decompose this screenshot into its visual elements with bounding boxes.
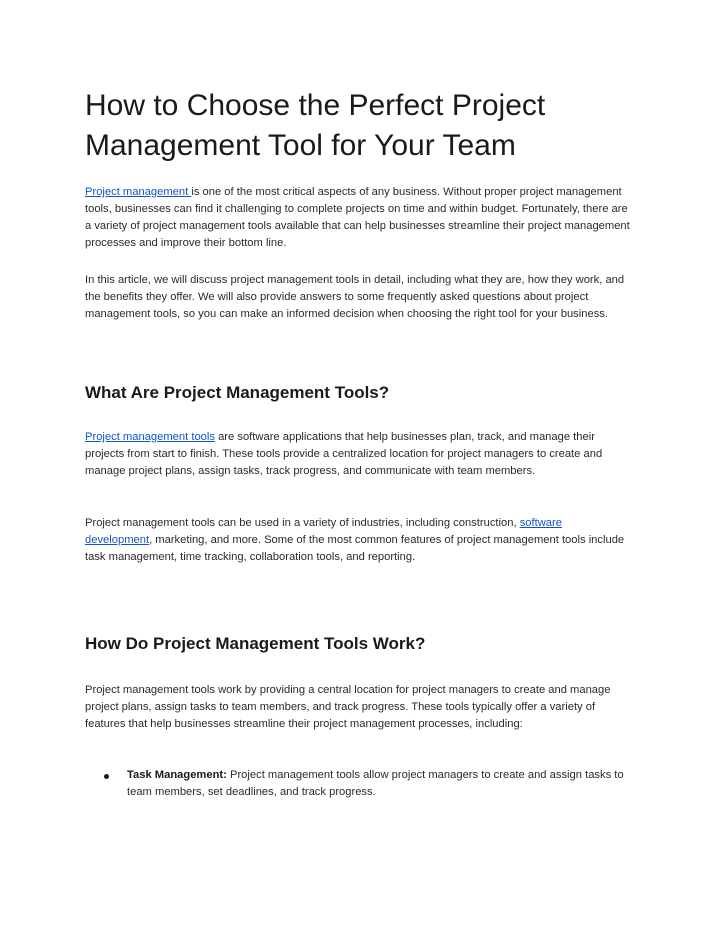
definition-paragraph [85,429,630,480]
list-item [104,767,634,801]
industries-text-after: , marketing, and more. Some of the most common features of project management tools include task management, time tracking, collaboration tools, and reporting. [85,534,625,563]
list-item-label: Task Management: [127,769,227,781]
features-list [104,767,634,801]
software-development-link[interactable]: software development [85,517,562,546]
section-heading-what-are: What Are Project Management Tools? [85,383,390,402]
intro-paragraph [85,184,630,252]
section-heading-how-work: How Do Project Management Tools Work? [85,634,426,653]
list-item-text: Project management tools allow project managers to create and assign tasks to team members, set deadlines, and track progress. [127,769,624,798]
how-it-works-paragraph: Project management tools work by providing a central location for project managers to create and manage project plans, assign tasks to team members, and track progress. These tools typically offer a variety of features that help businesses streamline their project management processes, including: [85,684,611,730]
project-management-tools-link[interactable]: Project management tools [85,431,215,443]
industries-paragraph [85,515,630,566]
page-title: How to Choose the Perfect Project Management Tool for Your Team [85,89,546,162]
project-management-link[interactable]: Project management [85,186,192,198]
bullet-dot-icon [104,774,109,779]
intro-text: is one of the most critical aspects of any business. Without proper project management tools, businesses can find it challenging to complete projects on time and within budget. Fortunately, there are a variety of project management tools available that can help businesses streamline their project management processes and improve their bottom line. [85,186,630,249]
definition-text: are software applications that help businesses plan, track, and manage their projects from start to finish. These tools provide a centralized location for project managers to create and manage project plans, assign tasks, track progress, and communicate with team members. [85,431,603,477]
industries-text-before: Project management tools can be used in a variety of industries, including construction, [85,517,520,529]
article-overview-paragraph: In this article, we will discuss project management tools in detail, including what they are, how they work, and the benefits they offer. We will also provide answers to some frequently asked questions about project management tools, so you can make an informed decision when choosing the right tool for your business. [85,274,625,320]
